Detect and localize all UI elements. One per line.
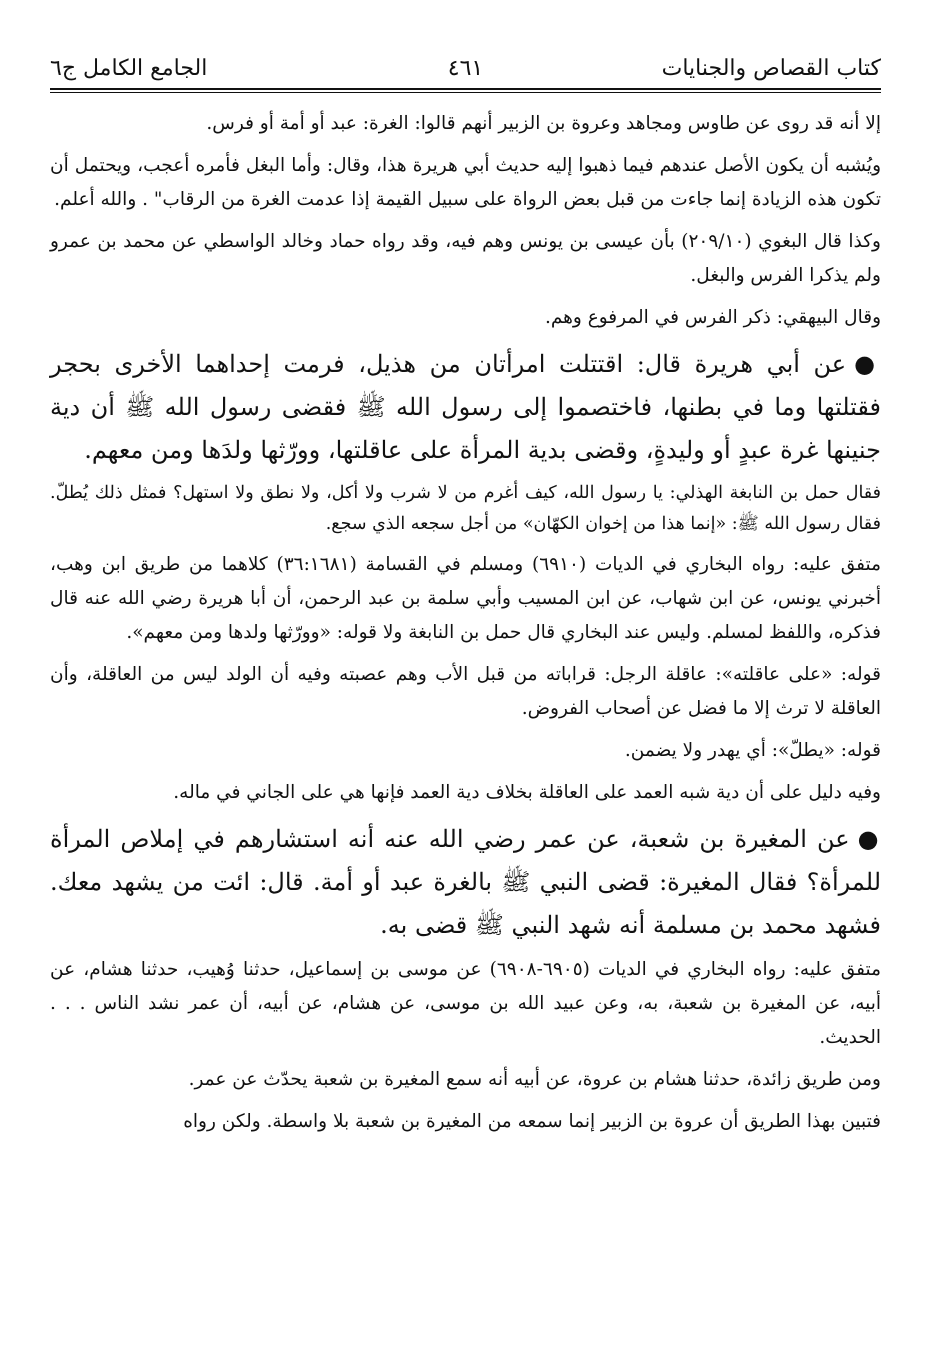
commentary-paragraph xyxy=(50,149,881,217)
paragraph-text: قوله: «على عاقلته»: عاقلة الرجل: قراباته من قبل الأب وهم عصبته وفيه أن الولد ليس من العاقلة، وأن العاقلة لا ترث إلا ما فضل عن أصحاب الفروض. xyxy=(50,664,881,719)
paragraph-text: متفق عليه: رواه البخاري في الديات (٦٩٠٥-٦٩٠٨) عن موسى بن إسماعيل، حدثنا وُهيب، حدثنا هشام، عن أبيه، عن المغيرة بن شعبة، به، وعن عبيد الله بن موسى، عن هشام، عن أبيه، أن عمر نشد الناس . . . الحديث. xyxy=(50,959,882,1048)
commentary-paragraph xyxy=(50,776,881,810)
paragraph-text: قوله: «يطلّ»: أي يهدر ولا يضمن. xyxy=(624,740,881,761)
paragraph-text: عن المغيرة بن شعبة، عن عمر رضي الله عنه أنه استشارهم في إملاص المرأة للمرأة؟ فقال المغيرة: قضى النبي ﷺ بالغرة عبد أو أمة. قال: ائت من يشهد معك. فشهد محمد بن مسلمة أنه شهد النبي ﷺ قضى به. xyxy=(50,825,881,939)
hadith-paragraph xyxy=(50,818,881,947)
commentary-paragraph xyxy=(50,658,881,726)
bullet-icon: ● xyxy=(854,350,881,378)
paragraph-text: ومن طريق زائدة، حدثنا هشام بن عروة، عن أبيه أنه سمع المغيرة بن شعبة يحدّث عن عمر. xyxy=(188,1069,881,1090)
commentary-paragraph xyxy=(50,548,881,650)
commentary-paragraph xyxy=(50,225,881,293)
commentary-paragraph xyxy=(50,107,881,141)
bullet-icon: ● xyxy=(857,825,881,853)
running-header xyxy=(50,46,881,86)
commentary-paragraph xyxy=(50,1063,881,1097)
paragraph-text: فتبين بهذا الطريق أن عروة بن الزبير إنما سمعه من المغيرة بن شعبة بلا واسطة. ولكن رواه xyxy=(183,1111,881,1132)
commentary-paragraph xyxy=(50,1105,881,1139)
commentary-paragraph xyxy=(50,301,881,335)
commentary-paragraph xyxy=(50,478,881,540)
header-rule-thick xyxy=(50,88,881,90)
header-rule-thin xyxy=(50,92,881,93)
page-body xyxy=(50,107,881,1139)
paragraph-text: وقال البيهقي: ذكر الفرس في المرفوع وهم. xyxy=(544,307,881,328)
paragraph-text: إلا أنه قد روى عن طاوس ومجاهد وعروة بن الزبير أنهم قالوا: الغرة: عبد أو أمة أو فرس. xyxy=(206,113,881,134)
hadith-paragraph xyxy=(50,343,881,472)
book-title: الجامع الكامل ج٦ xyxy=(50,56,208,81)
paragraph-text: وفيه دليل على أن دية شبه العمد على العاقلة بخلاف دية العمد فإنها هي على الجاني في ماله. xyxy=(173,782,881,803)
paragraph-text: فقال حمل بن النابغة الهذلي: يا رسول الله، كيف أغرم من لا شرب ولا أكل، ولا نطق ولا استهل؟ فمثل ذلك يُطلّ. فقال رسول الله ﷺ: «إنما هذا من إخوان الكهّان» من أجل سجعه الذي سجع. xyxy=(50,483,881,534)
commentary-paragraph xyxy=(50,734,881,768)
commentary-paragraph xyxy=(50,953,881,1055)
chapter-title: كتاب القصاص والجنايات xyxy=(661,56,881,81)
paragraph-text: ويُشبه أن يكون الأصل عندهم فيما ذهبوا إليه حديث أبي هريرة هذا، وقال: وأما البغل فأمره أعجب، ويحتمل أن تكون هذه الزيادة إنما جاءت من قبل بعض الرواة على سبيل القيمة إذا عدمت الغرة من الرقاب" . والله أعلم. xyxy=(50,155,881,210)
paragraph-text: متفق عليه: رواه البخاري في الديات (٦٩١٠) ومسلم في القسامة (٣٦:١٦٨١) كلاهما من طريق ابن وهب، أخبرني يونس، عن ابن شهاب، عن ابن المسيب وأبي سلمة بن عبد الرحمن، أن أبا هريرة رضي الله عنه قال فذكره، واللفظ لمسلم. وليس عند البخاري قال حمل بن النابغة ولا قوله: «وورّثها ولدها ومن معهم». xyxy=(50,554,881,643)
page-number: ٤٦١ xyxy=(447,56,484,81)
paragraph-text: وكذا قال البغوي (٢٠٩/١٠) بأن عيسى بن يونس وهم فيه، وقد رواه حماد وخالد الواسطي عن محمد بن عمرو ولم يذكرا الفرس والبغل. xyxy=(50,231,881,286)
paragraph-text: عن أبي هريرة قال: اقتتلت امرأتان من هذيل، فرمت إحداهما الأخرى بحجر فقتلتها وما في بطنها، فاختصموا إلى رسول الله ﷺ فقضى رسول الله ﷺ أن دية جنينها غرة عبدٍ أو وليدةٍ، وقضى بدية المرأة على عاقلتها، وورّثها ولدَها ومن معهم. xyxy=(50,350,881,464)
